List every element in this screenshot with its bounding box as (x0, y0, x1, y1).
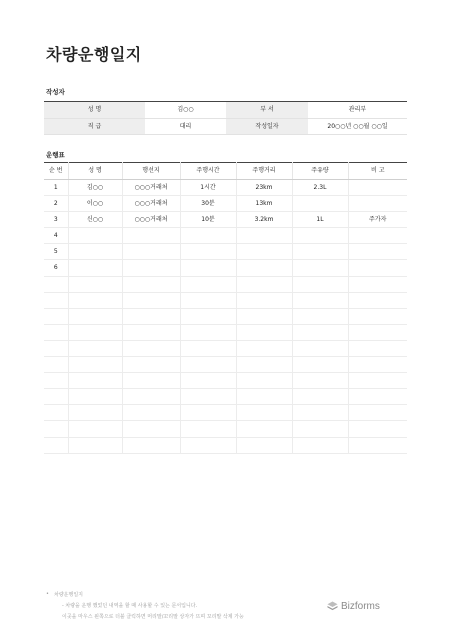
log-cell[interactable] (122, 421, 180, 437)
log-row-number: 2 (44, 196, 68, 212)
log-cell[interactable] (292, 260, 348, 276)
log-cell[interactable] (236, 437, 292, 453)
log-cell[interactable] (180, 324, 236, 340)
document-title: 차량운행일지 (46, 45, 142, 64)
driving-log-table (44, 162, 407, 454)
log-cell[interactable] (236, 260, 292, 276)
log-cell[interactable] (292, 340, 348, 356)
log-cell[interactable] (68, 437, 122, 453)
log-cell[interactable] (68, 228, 122, 244)
log-row (44, 421, 407, 437)
log-cell[interactable] (122, 373, 180, 389)
log-cell[interactable] (122, 260, 180, 276)
log-cell[interactable] (180, 292, 236, 308)
log-cell[interactable] (236, 292, 292, 308)
log-row-number (44, 292, 68, 308)
log-cell[interactable]: 1시간 (180, 180, 236, 196)
author-field-value[interactable]: 20○○년 ○○월 ○○일 (308, 118, 407, 135)
log-cell[interactable] (68, 389, 122, 405)
log-cell[interactable] (122, 389, 180, 405)
log-cell[interactable] (236, 421, 292, 437)
log-cell[interactable] (68, 292, 122, 308)
log-cell[interactable] (180, 276, 236, 292)
log-cell[interactable]: 13km (236, 196, 292, 212)
log-header-row (44, 163, 407, 180)
bizforms-logo-text: Bizforms (341, 601, 380, 612)
log-cell[interactable] (292, 357, 348, 373)
log-cell[interactable] (292, 421, 348, 437)
footer-description: - 차량을 운행 했었던 내역을 할 때 사용할 수 있는 문서입니다. (62, 603, 198, 609)
log-row-number: 3 (44, 212, 68, 228)
footer-note: 이곳을 마우스 왼쪽으로 더블 클릭하면 머리말/꼬리말 상자가 뜨며 꼬리말 삭제 가능 (62, 614, 244, 620)
log-cell[interactable] (180, 340, 236, 356)
log-row-number: 1 (44, 180, 68, 196)
log-cell[interactable] (348, 405, 407, 421)
log-row (44, 196, 407, 212)
log-cell[interactable] (348, 437, 407, 453)
author-row (44, 118, 407, 135)
log-cell[interactable] (236, 308, 292, 324)
log-cell[interactable] (348, 421, 407, 437)
footer-bullet: • (46, 591, 49, 597)
author-section-heading: 작성자 (46, 88, 65, 96)
log-row-number (44, 437, 68, 453)
log-cell[interactable] (348, 324, 407, 340)
log-cell[interactable] (180, 308, 236, 324)
log-cell[interactable]: 신○○ (68, 212, 122, 228)
log-cell[interactable] (180, 244, 236, 260)
log-cell[interactable]: 2.3L (292, 180, 348, 196)
log-cell[interactable] (68, 357, 122, 373)
log-row (44, 180, 407, 196)
log-row (44, 357, 407, 373)
log-cell[interactable]: 주가자 (348, 212, 407, 228)
log-row-number (44, 405, 68, 421)
log-cell[interactable] (292, 437, 348, 453)
author-field-value[interactable]: 대리 (145, 118, 226, 135)
log-cell[interactable] (68, 260, 122, 276)
log-row-number (44, 357, 68, 373)
log-row-number (44, 308, 68, 324)
log-row (44, 437, 407, 453)
log-row-number: 5 (44, 244, 68, 260)
log-cell[interactable]: 10분 (180, 212, 236, 228)
author-table (44, 101, 407, 135)
log-cell[interactable] (292, 405, 348, 421)
log-row (44, 324, 407, 340)
log-row (44, 260, 407, 276)
log-cell[interactable] (236, 244, 292, 260)
log-cell[interactable]: ○○○거래처 (122, 196, 180, 212)
log-cell[interactable] (348, 196, 407, 212)
log-cell[interactable] (236, 405, 292, 421)
log-cell[interactable] (68, 324, 122, 340)
log-cell[interactable] (236, 357, 292, 373)
log-row (44, 405, 407, 421)
log-cell[interactable] (348, 228, 407, 244)
bizforms-logo-icon (327, 601, 338, 612)
log-cell[interactable] (348, 373, 407, 389)
footer-title: 차량운행일지 (54, 592, 83, 598)
log-cell[interactable] (180, 437, 236, 453)
log-cell[interactable] (292, 373, 348, 389)
log-cell[interactable]: 23km (236, 180, 292, 196)
author-field-label: 직 급 (44, 118, 145, 135)
author-field-label: 성 명 (44, 102, 145, 119)
log-cell[interactable]: 1L (292, 212, 348, 228)
log-cell[interactable] (122, 276, 180, 292)
log-cell[interactable] (348, 340, 407, 356)
log-row (44, 244, 407, 260)
log-row-number: 4 (44, 228, 68, 244)
log-cell[interactable]: 이○○ (68, 196, 122, 212)
log-cell[interactable] (348, 276, 407, 292)
author-field-value[interactable]: 관리부 (308, 102, 407, 119)
log-row (44, 308, 407, 324)
log-section-heading: 운행표 (46, 151, 65, 159)
log-cell[interactable] (68, 308, 122, 324)
log-row-number (44, 421, 68, 437)
log-row-number: 6 (44, 260, 68, 276)
log-cell[interactable] (68, 373, 122, 389)
log-row-number (44, 340, 68, 356)
log-column-header: 성 명 (68, 163, 122, 180)
log-cell[interactable] (292, 324, 348, 340)
log-cell[interactable] (122, 437, 180, 453)
log-column-header: 주유량 (292, 163, 348, 180)
log-cell[interactable] (292, 244, 348, 260)
log-cell[interactable] (236, 228, 292, 244)
log-row (44, 340, 407, 356)
log-row-number (44, 324, 68, 340)
log-cell[interactable] (236, 373, 292, 389)
author-field-value[interactable]: 김○○ (145, 102, 226, 119)
log-cell[interactable] (122, 324, 180, 340)
log-cell[interactable] (180, 421, 236, 437)
log-cell[interactable] (292, 196, 348, 212)
log-cell[interactable] (68, 244, 122, 260)
log-row (44, 276, 407, 292)
log-cell[interactable] (180, 357, 236, 373)
log-cell[interactable] (68, 405, 122, 421)
log-row-number (44, 276, 68, 292)
log-cell[interactable] (236, 276, 292, 292)
log-cell[interactable] (68, 421, 122, 437)
log-cell[interactable] (180, 260, 236, 276)
log-cell[interactable] (180, 228, 236, 244)
log-cell[interactable]: 3.2km (236, 212, 292, 228)
log-cell[interactable] (348, 357, 407, 373)
log-column-header: 비 고 (348, 163, 407, 180)
log-cell[interactable] (180, 389, 236, 405)
log-cell[interactable] (348, 180, 407, 196)
log-cell[interactable] (122, 340, 180, 356)
log-cell[interactable] (292, 308, 348, 324)
log-cell[interactable]: ○○○거래처 (122, 212, 180, 228)
log-row (44, 389, 407, 405)
log-cell[interactable] (292, 276, 348, 292)
author-row (44, 102, 407, 119)
log-column-header: 주행거리 (236, 163, 292, 180)
bizforms-logo (327, 601, 380, 612)
log-cell[interactable] (122, 405, 180, 421)
log-column-header: 순 번 (44, 163, 68, 180)
log-cell[interactable] (292, 228, 348, 244)
log-cell[interactable] (292, 292, 348, 308)
log-cell[interactable] (348, 389, 407, 405)
log-cell[interactable] (180, 405, 236, 421)
log-cell[interactable] (122, 228, 180, 244)
log-row-number (44, 373, 68, 389)
log-row (44, 228, 407, 244)
log-cell[interactable] (180, 373, 236, 389)
author-field-label: 부 서 (226, 102, 308, 119)
log-cell[interactable] (292, 389, 348, 405)
log-cell[interactable] (236, 389, 292, 405)
log-cell[interactable] (348, 244, 407, 260)
log-cell[interactable] (68, 340, 122, 356)
log-cell[interactable] (122, 292, 180, 308)
log-cell[interactable] (348, 292, 407, 308)
log-cell[interactable] (122, 308, 180, 324)
log-cell[interactable]: ○○○거래처 (122, 180, 180, 196)
log-cell[interactable] (348, 308, 407, 324)
log-row (44, 373, 407, 389)
log-row-number (44, 389, 68, 405)
log-cell[interactable] (348, 260, 407, 276)
log-cell[interactable] (68, 276, 122, 292)
log-cell[interactable] (236, 324, 292, 340)
log-column-header: 행선지 (122, 163, 180, 180)
log-cell[interactable] (236, 340, 292, 356)
log-row (44, 292, 407, 308)
log-cell[interactable] (122, 244, 180, 260)
log-cell[interactable]: 30분 (180, 196, 236, 212)
author-field-label: 작성일자 (226, 118, 308, 135)
log-cell[interactable] (122, 357, 180, 373)
log-row (44, 212, 407, 228)
log-column-header: 주행시간 (180, 163, 236, 180)
log-cell[interactable]: 김○○ (68, 180, 122, 196)
